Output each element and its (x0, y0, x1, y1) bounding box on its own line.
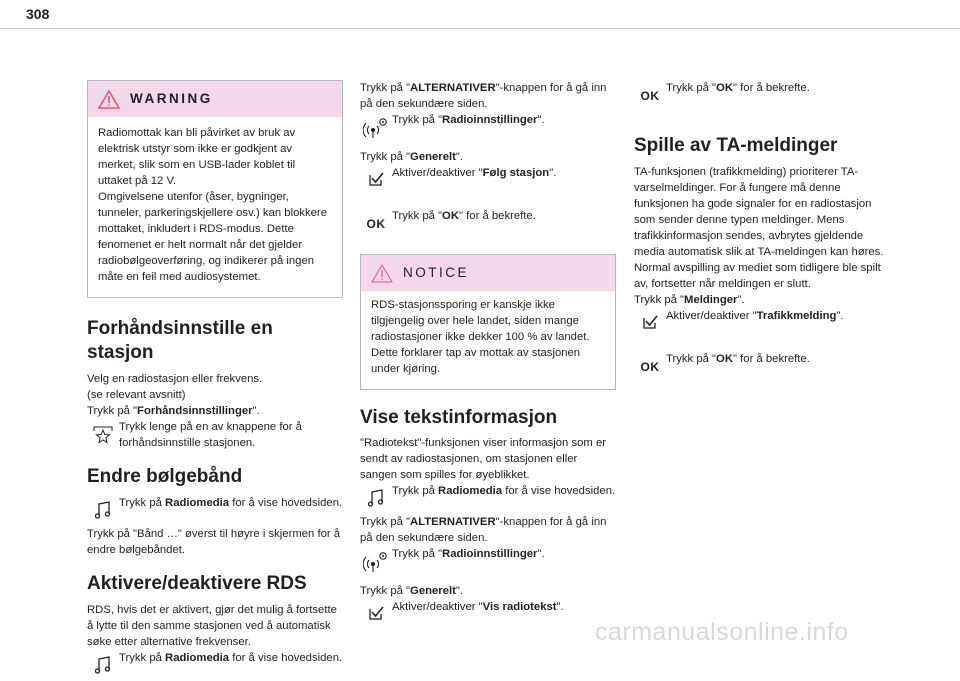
warning-text-2: Omgivelsene utenfor (åser, bygninger, tunneler, parkeringskjellere osv.) kan blokkere mottaket, inkludert i RDS-modus. Dette fenomenet er helt normalt når det gjelder radiobølgeoverføring, og indikerer på ingen måte en feil med audiosystemet. (98, 191, 327, 283)
music-note-icon (94, 655, 112, 675)
band-step: Trykk på Radiomedia for å vise hovedsiden. (87, 495, 343, 526)
column-3 (634, 80, 890, 385)
warning-title: WARNING (130, 91, 213, 106)
warning-header (88, 81, 342, 117)
warning-text: Radiomottak kan bli påvirket av bruk av elektrisk utstyr som ikke er godkjent av merket, slik som en USB-lader koblet til uttaket på 12 V. (98, 127, 296, 187)
radiotext-general-line: Trykk på "Generelt". (360, 585, 464, 597)
checkbox-icon (641, 313, 659, 331)
preset-star-icon (91, 424, 115, 444)
notice-header (361, 255, 615, 291)
music-note-icon (94, 500, 112, 520)
ta-step-2: OK Trykk på "OK" for å bekrefte. (640, 353, 810, 374)
checkbox-icon (367, 170, 385, 188)
follow-station-step: Aktiver/deaktiver "Følg stasjon". (360, 165, 616, 196)
radiotext-step-3: Aktiver/deaktiver "Vis radiotekst". (360, 599, 616, 630)
ok-icon: OK (640, 360, 660, 374)
ta-messages-line: Trykk på "Meldinger". (634, 294, 745, 306)
radio-settings-step: Trykk på "Radioinnstillinger". (360, 112, 616, 143)
radiotext-text: "Radiotekst"-funksjonen viser informasjon som er sendt av radiostasjonen, om stasjonen eller sangen som spilles for øyeblikket. (360, 437, 606, 481)
ta-step-1: Aktiver/deaktiver "Trafikkmelding". (634, 308, 890, 339)
notice-text: RDS-stasjonssporing er kanskje ikke tilgjengelig over hele landet, siden mange radiostasjoner ikke dekker 100 % av landet. Dette forklarer tap av mottak av stasjonen under kjøring. (371, 299, 590, 375)
checkbox-icon (367, 604, 385, 622)
rds-heading: Aktivere/deaktivere RDS (87, 573, 307, 594)
confirm-step: OK Trykk på "OK" for å bekrefte. (366, 210, 536, 231)
band-line: Trykk på "Bånd …" øverst til høyre i skjermen for å endre bølgebåndet. (87, 528, 341, 556)
rds-text: RDS, hvis det er aktivert, gjør det mulig å fortsette å lytte til den samme stasjonen ved å automatisk søke etter alternative frekvenser. (87, 604, 337, 648)
warning-icon (98, 90, 120, 109)
band-heading: Endre bølgebånd (87, 466, 243, 487)
ta-text: TA-funksjonen (trafikkmelding) prioriterer TA-varselmeldinger. For å fungere må denne funksjonen ha gode signaler for en radiostasjon som sender denne typen meldinger. Mens trafikkinformasjon sendes, avbrytes gjeldende media automatisk slik at TA-meldingen kan høres. Normal avspilling av mediet som tidligere ble spilt av, fortsetter når meldingen er slutt. (634, 166, 884, 290)
options-line: Trykk på "ALTERNATIVER"-knappen for å gå inn på den sekundære siden. (360, 82, 607, 110)
general-line: Trykk på "Generelt". (360, 151, 464, 163)
preset-line-2: (se relevant avsnitt) (87, 389, 186, 401)
ok-icon: OK (640, 89, 660, 103)
ta-heading: Spille av TA-meldinger (634, 135, 838, 156)
top-confirm-step: OK Trykk på "OK" for å bekrefte. (640, 82, 810, 103)
preset-heading: Forhåndsinnstille en stasjon (87, 318, 273, 363)
header-divider (0, 28, 960, 29)
notice-box (360, 254, 616, 390)
notice-icon (371, 264, 393, 283)
radiotext-options-line: Trykk på "ALTERNATIVER"-knappen for å gå inn på den sekundære siden. (360, 516, 607, 544)
warning-box (87, 80, 343, 298)
column-1 (87, 80, 343, 681)
rds-step: Trykk på Radiomedia for å vise hovedsiden. (87, 650, 343, 681)
ok-icon: OK (366, 217, 386, 231)
preset-line-1: Velg en radiostasjon eller frekvens. (87, 373, 263, 385)
radiotext-heading: Vise tekstinformasjon (360, 407, 558, 428)
notice-title: NOTICE (403, 265, 470, 280)
radiotext-step-2: Trykk på "Radioinnstillinger". (360, 546, 616, 577)
preset-line-3: Trykk på "Forhåndsinnstillinger". (87, 405, 260, 417)
preset-step-text: Trykk lenge på en av knappene for å forhåndsinnstille stasjonen. (119, 421, 302, 449)
radiotext-step-1: Trykk på Radiomedia for å vise hovedsiden. (360, 483, 616, 514)
column-2 (360, 80, 616, 630)
music-note-icon (367, 488, 385, 508)
radio-settings-icon (363, 117, 389, 139)
preset-step (87, 419, 343, 451)
watermark: carmanualsonline.info (595, 618, 849, 646)
page-number: 308 (26, 6, 50, 22)
radio-settings-icon (363, 551, 389, 573)
